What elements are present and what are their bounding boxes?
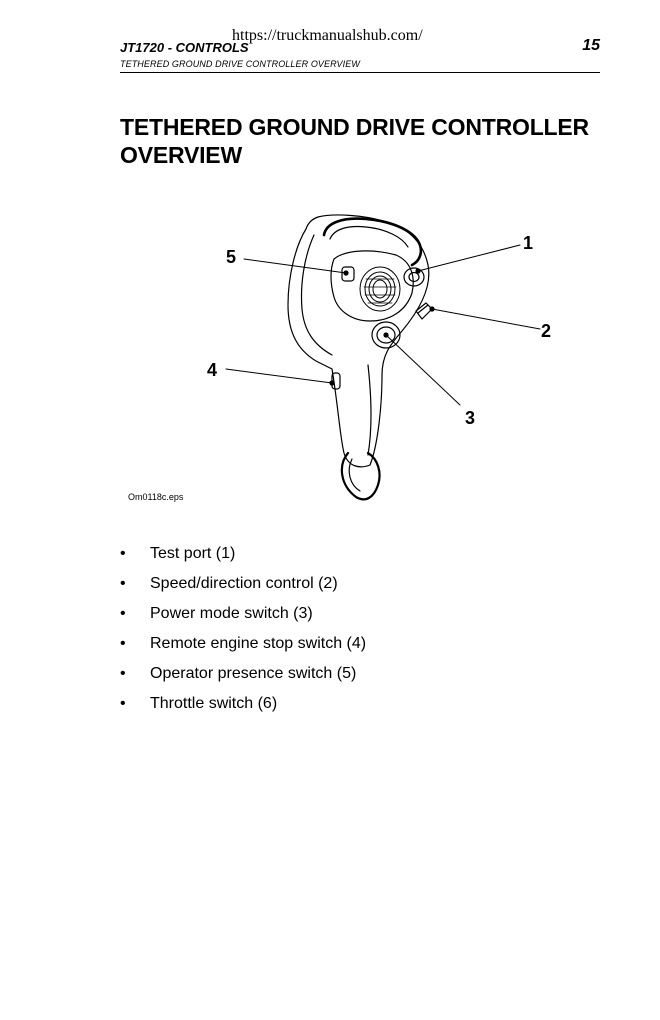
leader-dot-4: [329, 380, 334, 385]
throttle-switch: [416, 303, 432, 319]
top-handle-inner: [330, 227, 408, 248]
leader-line-5: [244, 259, 346, 273]
leader-dot-5: [343, 270, 348, 275]
grip-edge-line: [368, 365, 371, 455]
figure-caption: Om0118c.eps: [128, 492, 184, 502]
leader-line-2: [432, 309, 540, 329]
list-item-text: Throttle switch (6): [150, 695, 278, 712]
controller-figure: [120, 205, 600, 515]
list-item-text: Test port (1): [150, 545, 236, 562]
section-title: TETHERED GROUND DRIVE CONTROLLER OVERVIEW: [120, 114, 589, 168]
list-item-text: Remote engine stop switch (4): [150, 635, 367, 652]
bullet-symbol: •: [120, 545, 126, 562]
bullet-symbol: •: [120, 695, 126, 712]
header-subtitle: TETHERED GROUND DRIVE CONTROLLER OVERVIEW: [120, 59, 360, 69]
callout-3: 3: [465, 408, 476, 428]
header-rule: [120, 72, 600, 73]
leader-dot-2: [429, 306, 434, 311]
leader-line-1: [418, 245, 520, 271]
header-title: JT1720 - CONTROLS: [120, 40, 249, 55]
leader-line-3: [386, 335, 460, 405]
controller-body-outline: [288, 215, 429, 467]
bullet-symbol: •: [120, 605, 126, 622]
body-edge-line: [302, 235, 333, 355]
bullet-symbol: •: [120, 635, 126, 652]
joystick-base: [360, 267, 400, 311]
leader-dot-3: [383, 332, 388, 337]
leader-dot-1: [415, 268, 420, 273]
page-number: 15: [582, 37, 600, 54]
test-port-inner: [409, 273, 419, 282]
list-item-text: Power mode switch (3): [150, 605, 313, 622]
leader-line-4: [226, 369, 332, 383]
watermark-url[interactable]: https://truckmanualshub.com/: [232, 27, 423, 44]
callout-2: 2: [541, 321, 552, 341]
callout-4: 4: [207, 360, 218, 380]
top-handle: [324, 219, 421, 265]
callout-1: 1: [523, 233, 534, 253]
list-item-text: Speed/direction control (2): [150, 575, 338, 592]
list-item-text: Operator presence switch (5): [150, 665, 357, 682]
callout-5: 5: [226, 247, 237, 267]
control-panel: [331, 251, 413, 321]
bullet-symbol: •: [120, 665, 126, 682]
leader-lines: [226, 245, 540, 405]
bullet-symbol: •: [120, 575, 126, 592]
